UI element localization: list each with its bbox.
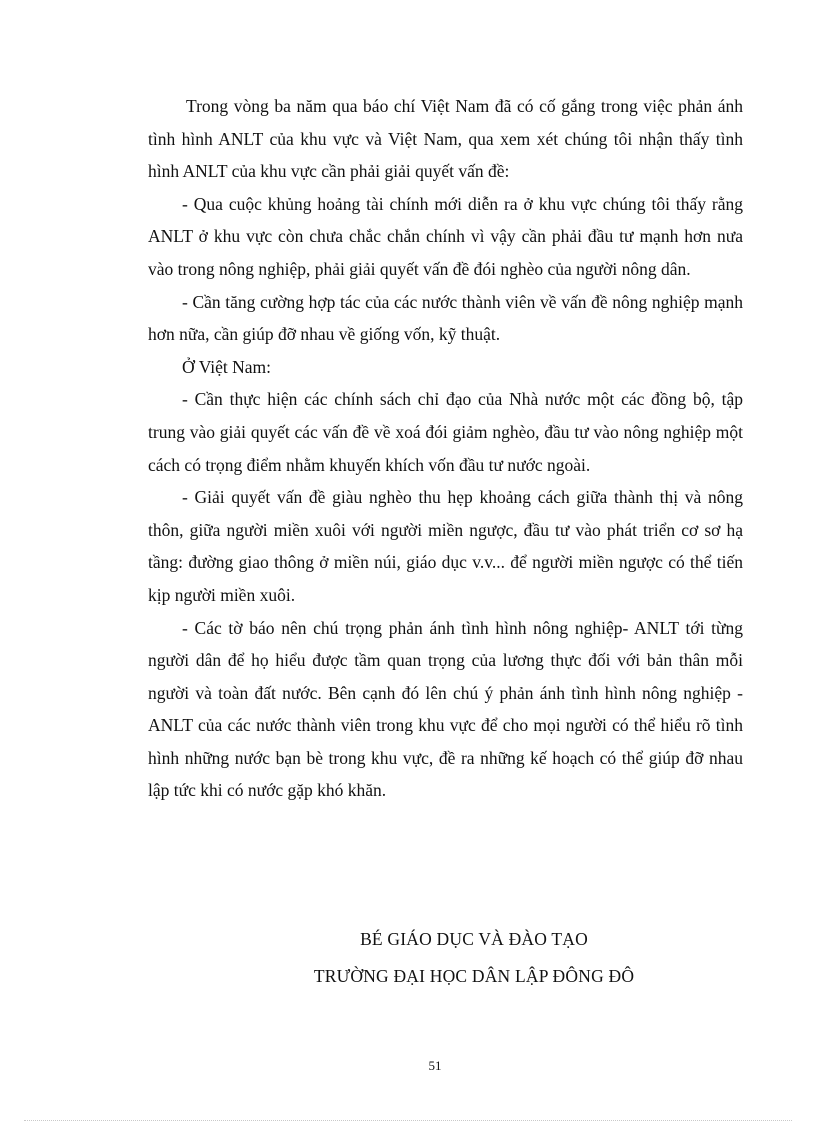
paragraph-financial-crisis: - Qua cuộc khủng hoảng tài chính mới diễn ra ở khu vực chúng tôi thấy rằng ANLT ở khu vực còn chưa chắc chắn chính vì vậy cần phải đầu tư mạnh hơn nưa vào trong nông nghiệp, phải giải quyết vấn đề đói nghèo của người nông dân. — [148, 193, 743, 279]
paragraph-vietnam-heading: Ở Việt Nam: — [182, 356, 272, 377]
university-name: TRƯỜNG ĐẠI HỌC DÂN LẬP ĐÔNG ĐÔ — [313, 966, 635, 986]
body-text — [148, 90, 743, 807]
ministry-name: BÉ GIÁO DỤC VÀ ĐÀO TẠO — [360, 929, 588, 949]
paragraph-policy: - Cần thực hiện các chính sách chỉ đạo của Nhà nước một các đồng bộ, tập trung vào giải quyết các vấn đề về xoá đói giảm nghèo, đầu tư vào nông nghiệp một cách có trọng điểm nhằm khuyến khích vốn đầu tư nước ngoài. — [148, 389, 743, 475]
paragraph-intro: Trong vòng ba năm qua báo chí Việt Nam đã có cố gắng trong việc phản ánh tình hình ANLT của khu vực và Việt Nam, qua xem xét chúng tôi nhận thấy tình hình ANLT của khu vực cần phải giải quyết vấn đề: — [148, 96, 743, 182]
page-bottom-divider — [24, 1120, 792, 1121]
paragraph-poverty-gap: - Giải quyết vấn đề giàu nghèo thu hẹp khoảng cách giữa thành thị và nông thôn, giữa người miền xuôi với người miền ngược, đầu tư vào phát triển cơ sơ hạ tầng: đường giao thông ở miền núi, giáo dục v.v... để người miền ngược có thể tiến kịp người miền xuôi. — [148, 487, 743, 605]
page-number: 51 — [428, 1058, 442, 1073]
paragraph-newspapers: - Các tờ báo nên chú trọng phản ánh tình hình nông nghiệp- ANLT tới từng người dân để họ hiểu được tầm quan trọng của lương thực đối với bản thân mỗi người và toàn đất nước. Bên cạnh đó lên chú ý phản ánh tình hình nông nghiệp - ANLT của các nước thành viên trong khu vực để cho mọi người có thể hiểu rõ tình hình những nước bạn bè trong khu vực, đề ra những kế hoạch có thể giúp đỡ nhau lập tức khi có nước gặp khó khăn. — [148, 617, 743, 801]
paragraph-cooperation: - Cần tăng cường hợp tác của các nước thành viên về vấn đề nông nghiệp mạnh hơn nữa, cần giúp đỡ nhau về giống vốn, kỹ thuật. — [148, 291, 743, 345]
